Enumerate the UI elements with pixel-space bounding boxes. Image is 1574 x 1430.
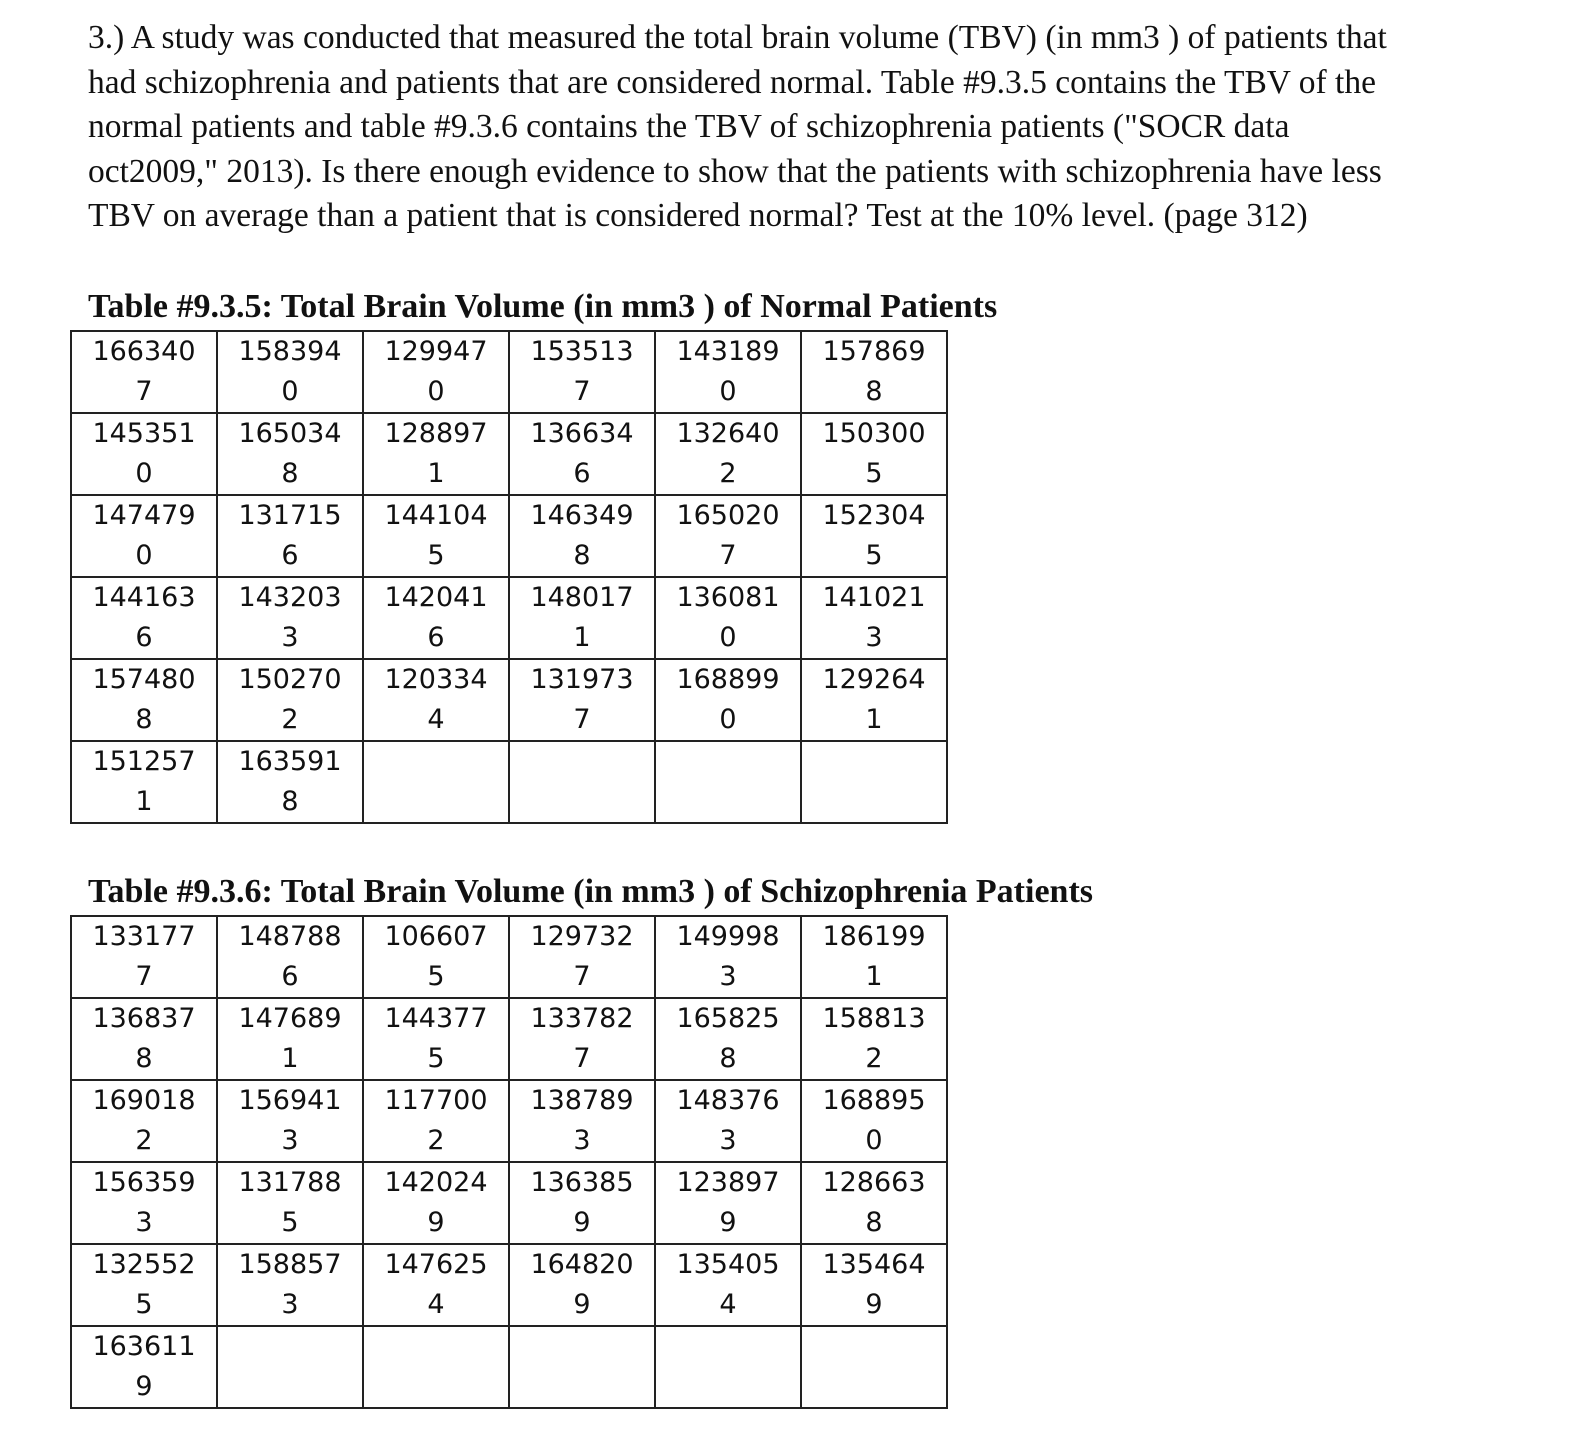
table-row xyxy=(71,741,947,823)
table-cell xyxy=(801,1326,947,1408)
table-row xyxy=(71,1326,947,1408)
table-cell: 156941 3 xyxy=(217,1080,363,1162)
table-cell: 153513 7 xyxy=(509,331,655,413)
table-cell xyxy=(363,741,509,823)
table-cell xyxy=(801,741,947,823)
question-line: had schizophrenia and patients that are considered normal. Table #9.3.5 contains the TBV of the xyxy=(88,63,1376,101)
table-cell: 164820 9 xyxy=(509,1244,655,1326)
table-cell: 135405 4 xyxy=(655,1244,801,1326)
table-cell: 168899 0 xyxy=(655,659,801,741)
table-cell: 136385 9 xyxy=(509,1162,655,1244)
question-line: normal patients and table #9.3.6 contains the TBV of schizophrenia patients ("SOCR data xyxy=(88,108,1290,145)
table-cell: 144104 5 xyxy=(363,495,509,577)
table-cell xyxy=(655,1326,801,1408)
table-cell: 143189 0 xyxy=(655,331,801,413)
table-row xyxy=(71,577,947,659)
table-caption-schizophrenia: Table #9.3.6: Total Brain Volume (in mm3 ) of Schizophrenia Patients xyxy=(88,873,1093,910)
table-cell: 129732 7 xyxy=(509,916,655,998)
table-cell: 143203 3 xyxy=(217,577,363,659)
table-cell: 131973 7 xyxy=(509,659,655,741)
table-cell: 148376 3 xyxy=(655,1080,801,1162)
table-cell xyxy=(363,1326,509,1408)
table-cell: 142041 6 xyxy=(363,577,509,659)
table-cell: 144377 5 xyxy=(363,998,509,1080)
table-cell: 166340 7 xyxy=(71,331,217,413)
table-cell: 141021 3 xyxy=(801,577,947,659)
question-line: TBV on average than a patient that is considered normal? Test at the 10% level. (page 312) xyxy=(88,197,1308,234)
table-cell: 165825 8 xyxy=(655,998,801,1080)
question-text xyxy=(88,16,1528,239)
table-cell: 158394 0 xyxy=(217,331,363,413)
table-cell: 106607 5 xyxy=(363,916,509,998)
table-cell: 138789 3 xyxy=(509,1080,655,1162)
table-cell: 165020 7 xyxy=(655,495,801,577)
table-cell: 129264 1 xyxy=(801,659,947,741)
table-cell: 136081 0 xyxy=(655,577,801,659)
schizophrenia-patients-table xyxy=(70,915,948,1409)
table-caption-normal: Table #9.3.5: Total Brain Volume (in mm3 ) of Normal Patients xyxy=(88,288,998,325)
table-cell: 147625 4 xyxy=(363,1244,509,1326)
question-line: 3.) A study was conducted that measured the total brain volume (TBV) (in mm3 ) of patients that xyxy=(88,19,1387,56)
table-cell: 147479 0 xyxy=(71,495,217,577)
table-row xyxy=(71,413,947,495)
table-cell: 158813 2 xyxy=(801,998,947,1080)
table-cell: 152304 5 xyxy=(801,495,947,577)
question-line: oct2009," 2013). Is there enough evidence to show that the patients with schizophrenia have less xyxy=(88,152,1382,190)
table-cell: 151257 1 xyxy=(71,741,217,823)
table-cell: 158857 3 xyxy=(217,1244,363,1326)
table-cell xyxy=(509,1326,655,1408)
table-row xyxy=(71,495,947,577)
table-cell xyxy=(509,741,655,823)
table-cell: 157869 8 xyxy=(801,331,947,413)
table-cell: 149998 3 xyxy=(655,916,801,998)
table-cell: 148017 1 xyxy=(509,577,655,659)
table-cell: 145351 0 xyxy=(71,413,217,495)
table-cell: 163591 8 xyxy=(217,741,363,823)
table-cell: 146349 8 xyxy=(509,495,655,577)
table-row xyxy=(71,659,947,741)
table-cell: 148788 6 xyxy=(217,916,363,998)
table-cell: 156359 3 xyxy=(71,1162,217,1244)
table-row xyxy=(71,1080,947,1162)
table-cell xyxy=(217,1326,363,1408)
table-cell: 142024 9 xyxy=(363,1162,509,1244)
table-cell: 163611 9 xyxy=(71,1326,217,1408)
table-cell: 128663 8 xyxy=(801,1162,947,1244)
table-cell: 123897 9 xyxy=(655,1162,801,1244)
table-cell: 144163 6 xyxy=(71,577,217,659)
table-cell xyxy=(655,741,801,823)
table-cell: 186199 1 xyxy=(801,916,947,998)
table-cell: 150270 2 xyxy=(217,659,363,741)
table-row xyxy=(71,916,947,998)
table-cell: 168895 0 xyxy=(801,1080,947,1162)
normal-patients-table xyxy=(70,330,948,824)
table-cell: 131715 6 xyxy=(217,495,363,577)
table-cell: 135464 9 xyxy=(801,1244,947,1326)
table-cell: 165034 8 xyxy=(217,413,363,495)
table-cell: 169018 2 xyxy=(71,1080,217,1162)
table-row xyxy=(71,1244,947,1326)
table-row xyxy=(71,331,947,413)
table-cell: 147689 1 xyxy=(217,998,363,1080)
table-cell: 136634 6 xyxy=(509,413,655,495)
table-cell: 132640 2 xyxy=(655,413,801,495)
table-cell: 117700 2 xyxy=(363,1080,509,1162)
table-cell: 120334 4 xyxy=(363,659,509,741)
table-cell: 133782 7 xyxy=(509,998,655,1080)
table-cell: 136837 8 xyxy=(71,998,217,1080)
table-cell: 157480 8 xyxy=(71,659,217,741)
table-cell: 132552 5 xyxy=(71,1244,217,1326)
table-cell: 129947 0 xyxy=(363,331,509,413)
table-cell: 133177 7 xyxy=(71,916,217,998)
table-row xyxy=(71,998,947,1080)
table-cell: 128897 1 xyxy=(363,413,509,495)
table-cell: 150300 5 xyxy=(801,413,947,495)
table-cell: 131788 5 xyxy=(217,1162,363,1244)
table-row xyxy=(71,1162,947,1244)
